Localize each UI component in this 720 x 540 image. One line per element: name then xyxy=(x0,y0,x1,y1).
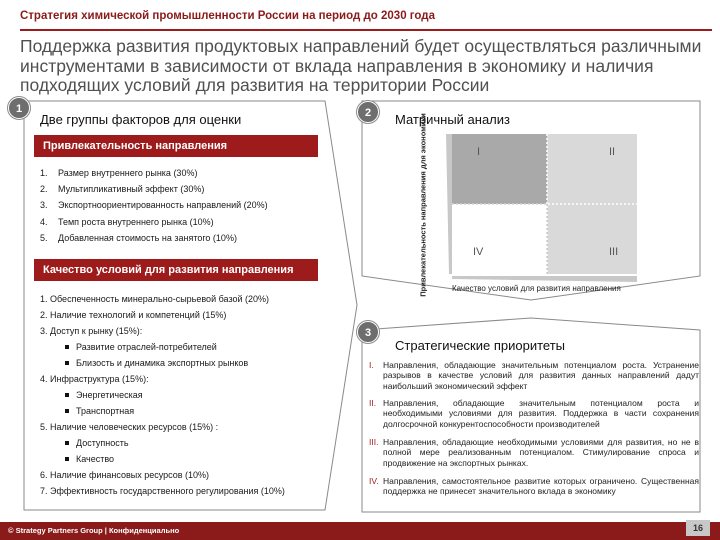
item-text: Темп роста внутреннего рынка (10%) xyxy=(58,216,214,227)
quadrant-II-bg xyxy=(547,134,637,204)
condition-item: 7. Эффективность государственного регулирования (10%) xyxy=(40,486,285,496)
attractiveness-list xyxy=(40,165,268,246)
panel-2-badge: 2 xyxy=(357,101,379,123)
condition-subitem: Транспортная xyxy=(40,403,285,419)
item-number: 1. xyxy=(40,168,48,178)
attractiveness-item xyxy=(40,181,268,197)
panel-1-heading: Две группы факторов для оценки xyxy=(40,112,242,127)
item-number: 4. xyxy=(40,216,48,227)
item-text: Размер внутреннего рынка (30%) xyxy=(58,168,198,178)
item-text: Добавленная стоимость на занятого (10%) xyxy=(58,232,237,243)
priority-text: Направления, обладающие необходимыми условиями для развития, но не в полной мере реализованным потенциалом. Стимулирование спроса и продвижение на экспортных рынках. xyxy=(383,437,699,468)
priority-item xyxy=(369,476,699,497)
quadrant-I-label: I xyxy=(477,146,481,158)
item-number: 5. xyxy=(40,232,48,243)
conditions-header: Качество условий для развития направления xyxy=(34,259,318,281)
quadrant-IV-bg xyxy=(452,204,547,274)
attractiveness-item xyxy=(40,197,268,213)
priority-text: Направления, обладающие значительным потенциалом роста. Устранение разрывов в качестве условий для развития данных направлений дадут наибольший экономический эффект xyxy=(383,360,699,391)
priority-numeral: II. xyxy=(369,398,377,408)
priority-item xyxy=(369,398,699,429)
priority-numeral: III. xyxy=(369,437,379,447)
condition-subitem: Развитие отраслей-потребителей xyxy=(40,339,285,355)
quadrant-III-bg xyxy=(547,204,637,274)
priority-numeral: I. xyxy=(369,360,374,370)
attractiveness-item xyxy=(40,165,268,181)
item-text: Мультипликативный эффект (30%) xyxy=(58,184,205,195)
footer-copyright: © Strategy Partners Group | Конфиденциально xyxy=(8,526,180,535)
attractiveness-item xyxy=(40,214,268,230)
condition-subitem: Близость и динамика экспортных рынков xyxy=(40,355,285,371)
footer-bar xyxy=(0,522,720,540)
x-axis-wedge xyxy=(452,276,637,282)
y-axis-label-box xyxy=(403,113,443,297)
item-number: 3. xyxy=(40,200,48,211)
condition-item: 5. Наличие человеческих ресурсов (15%) : xyxy=(40,422,219,432)
condition-item: 3. Доступ к рынку (15%): xyxy=(40,326,143,336)
priority-text: Направления, обладающие значительным потенциалом роста и необходимыми условиями для развития. Поддержка в части сохранения долгосрочной конкурентоспособности производителей xyxy=(383,398,699,429)
quadrant-II-label: II xyxy=(609,146,616,158)
attractiveness-header: Привлекательность направления xyxy=(34,135,318,157)
panel-1-badge: 1 xyxy=(8,97,30,119)
priority-text: Направления, самостоятельное развитие которых ограничено. Существенная поддержка не принесет значительного вклада в экономику xyxy=(383,476,699,497)
panel-3-heading: Стратегические приоритеты xyxy=(395,338,566,353)
item-number: 2. xyxy=(40,184,48,195)
panel-2-heading: Матричный анализ xyxy=(395,112,510,127)
condition-subitem: Доступность xyxy=(40,435,285,451)
slide-headline: Поддержка развития продуктовых направлений будет осуществляться различными инструментами в зависимости от вклада направления в экономику и наличия подходящих условий для развития на территории России xyxy=(20,36,702,95)
conditions-list xyxy=(40,291,285,499)
condition-item: 4. Инфраструктура (15%): xyxy=(40,374,149,384)
presentation-title: Стратегия химической промышленности России на период до 2030 года xyxy=(20,10,435,22)
attractiveness-item xyxy=(40,230,268,246)
y-axis-label: Привлекательность направления для экономики xyxy=(418,113,428,297)
condition-item: 6. Наличие финансовых ресурсов (10%) xyxy=(40,470,210,480)
x-axis-label: Качество условий для развития направления xyxy=(452,284,621,293)
quadrant-III-label: III xyxy=(609,246,619,258)
priority-numeral: IV. xyxy=(369,476,379,486)
condition-subitem: Качество xyxy=(40,451,285,467)
quadrant-IV-label: IV xyxy=(473,246,484,258)
condition-item: 1. Обеспеченность минерально-сырьевой базой (20%) xyxy=(40,294,270,304)
page-number: 16 xyxy=(686,520,710,536)
panel-3-badge: 3 xyxy=(357,321,379,343)
priority-item xyxy=(369,360,699,391)
condition-subitem: Энергетическая xyxy=(40,387,285,403)
item-text: Экспортноориентированность направлений (20%) xyxy=(58,200,268,211)
quadrant-I-bg xyxy=(452,134,547,204)
priority-item xyxy=(369,437,699,468)
condition-item: 2. Наличие технологий и компетенций (15%) xyxy=(40,310,227,320)
y-axis-wedge xyxy=(446,134,452,274)
